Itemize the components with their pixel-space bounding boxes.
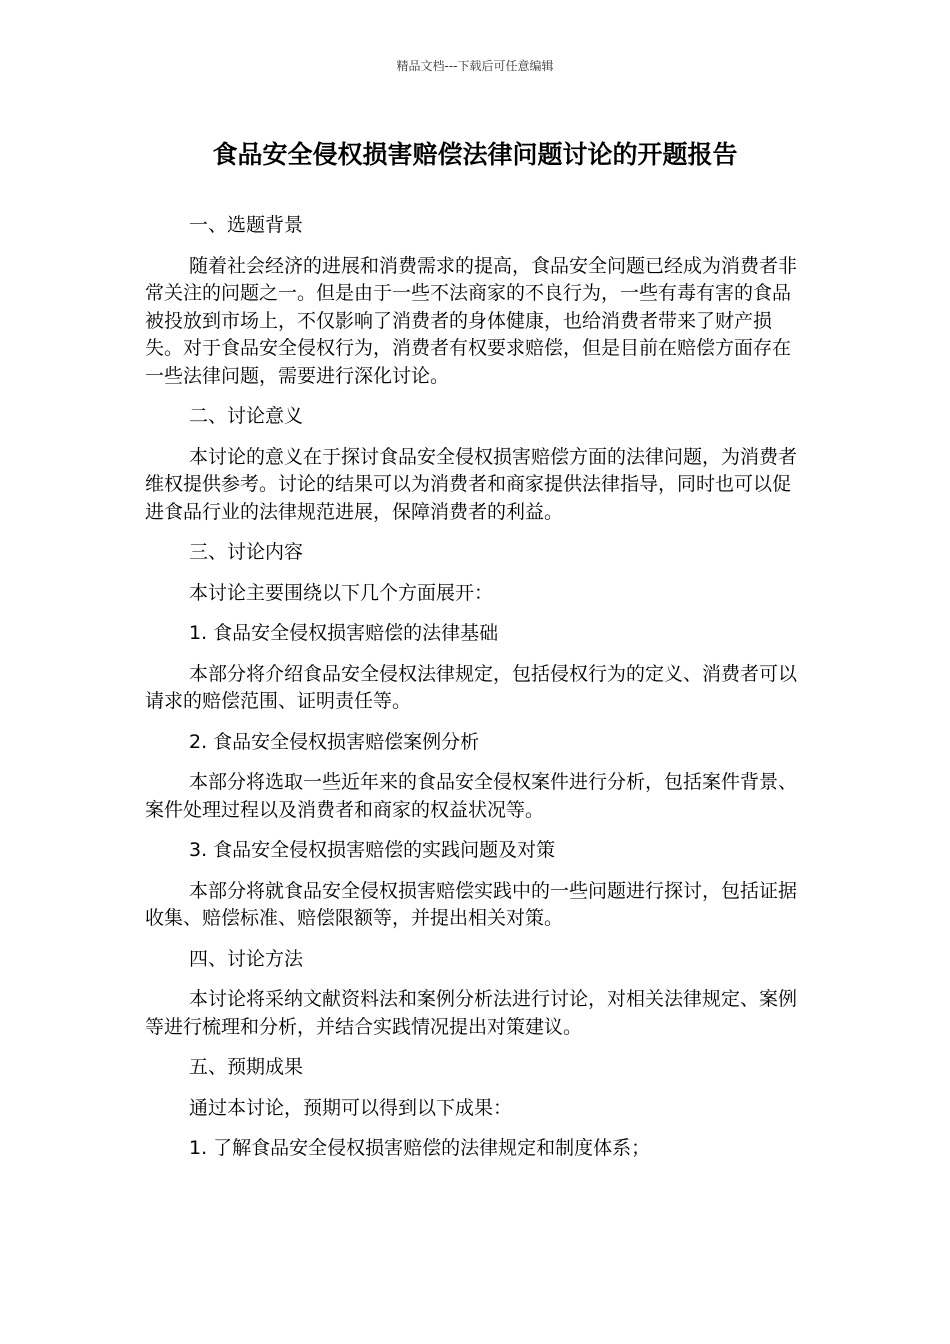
document-body <box>145 212 805 1176</box>
paragraph-outcomes-intro: 通过本讨论，预期可以得到以下成果： <box>189 1096 513 1119</box>
paragraph-background: 随着社会经济的进展和消费需求的提高，食品安全问题已经成为消费者非常关注的问题之一。但是由于一些不法商家的不良行为，一些有毒有害的食品被投放到市场上，不仅影响了消费者的身体健康，也给消费者带来了财产损失。对于食品安全侵权行为，消费者有权要求赔偿，但是目前在赔偿方面存在一些法律问题，需要进行深化讨论。 <box>145 254 798 387</box>
section-heading-background: 一、选题背景 <box>189 214 304 236</box>
paragraph-method: 本讨论将采纳文献资料法和案例分析法进行讨论，对相关法律规定、案例等进行梳理和分析，并结合实践情况提出对策建议。 <box>145 988 798 1038</box>
list-item-case-analysis: 2. 食品安全侵权损害赔偿案例分析 <box>189 730 480 753</box>
section-heading-method: 四、讨论方法 <box>189 947 304 970</box>
section-heading-content: 三、讨论内容 <box>189 541 304 563</box>
header-note: 精品文档---下载后可任意编辑 <box>396 59 554 73</box>
paragraph-practice-issues: 本部分将就食品安全侵权损害赔偿实践中的一些问题进行探讨，包括证据收集、赔偿标准、赔偿限额等，并提出相关对策。 <box>145 879 798 929</box>
section-heading-significance: 二、讨论意义 <box>189 405 304 427</box>
section-heading-outcomes: 五、预期成果 <box>189 1056 304 1078</box>
list-item-practice-issues: 3. 食品安全侵权损害赔偿的实践问题及对策 <box>189 839 556 861</box>
paragraph-significance: 本讨论的意义在于探讨食品安全侵权损害赔偿方面的法律问题，为消费者维权提供参考。讨论的结果可以为消费者和商家提供法律指导，同时也可以促进食品行业的法律规范进展，保障消费者的利益。 <box>145 445 798 523</box>
list-item-outcome-1: 1. 了解食品安全侵权损害赔偿的法律规定和制度体系； <box>189 1137 651 1159</box>
document-title: 食品安全侵权损害赔偿法律问题讨论的开题报告 <box>212 140 738 169</box>
paragraph-case-analysis: 本部分将选取一些近年来的食品安全侵权案件进行分析，包括案件背景、案件处理过程以及消费者和商家的权益状况等。 <box>145 771 798 821</box>
paragraph-legal-basis: 本部分将介绍食品安全侵权法律规定，包括侵权行为的定义、消费者可以请求的赔偿范围、证明责任等。 <box>145 662 798 712</box>
list-item-legal-basis: 1. 食品安全侵权损害赔偿的法律基础 <box>189 622 499 644</box>
paragraph-content-intro: 本讨论主要围绕以下几个方面展开： <box>189 581 494 604</box>
